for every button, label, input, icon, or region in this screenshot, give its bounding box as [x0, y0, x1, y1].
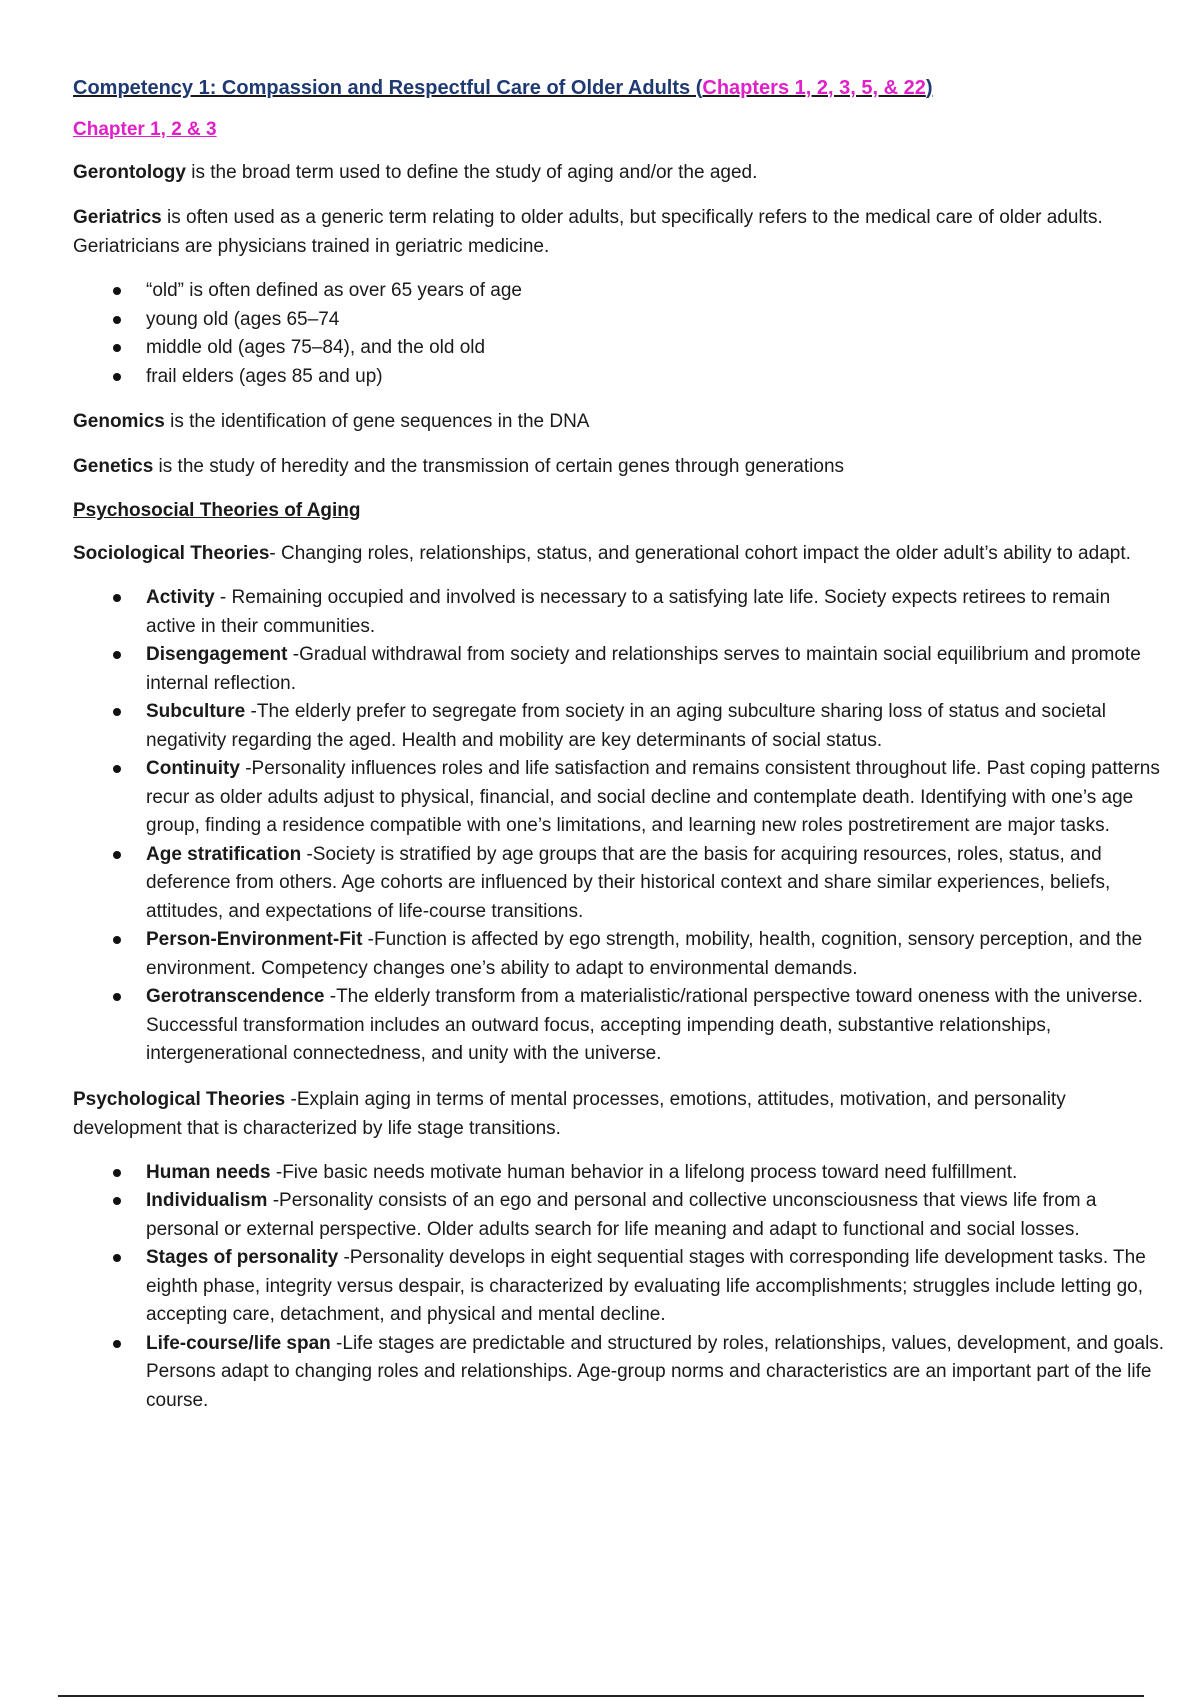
list-item — [113, 1159, 1165, 1188]
list-item — [113, 841, 1165, 927]
list-item: middle old (ages 75–84), and the old old — [113, 334, 1165, 363]
list-item — [113, 584, 1165, 641]
age-group-list — [73, 277, 1165, 391]
theory-term: Subculture — [146, 701, 246, 722]
competency-heading — [73, 74, 1165, 102]
psychological-text: -Explain aging in terms of mental processes, emotions, attitudes, motivation, and personality development that is characterized by life stage transitions. — [73, 1088, 1066, 1139]
theory-term: Stages of personality — [146, 1247, 339, 1268]
theory-term: Individualism — [146, 1190, 268, 1211]
psychological-term: Psychological Theories — [73, 1088, 286, 1110]
genetics-term: Genetics — [73, 456, 154, 477]
list-item — [113, 983, 1165, 1069]
theory-term: Activity — [146, 587, 215, 608]
genetics-text: is the study of heredity and the transmission of certain genes through generations — [153, 456, 845, 477]
psychological-theories — [73, 1085, 1165, 1143]
list-item — [113, 755, 1165, 841]
theory-term: Continuity — [146, 758, 240, 779]
theory-text: - Remaining occupied and involved is necessary to a satisfying late life. Society expects retirees to remain active in their communities. — [146, 587, 1111, 637]
theory-text: -Life stages are predictable and structured by roles, relationships, values, development, and goals. Persons adapt to changing roles and relationships. Age-group norms and characteristics are an important part of the life course. — [146, 1332, 1165, 1411]
theory-text: -Society is stratified by age groups that are the basis for acquiring resources, roles, status, and deference from others. Age cohorts are influenced by their historical context and share similar experiences, beliefs, attitudes, and expectations of life-course transitions. — [146, 843, 1111, 922]
theory-text: -Personality influences roles and life satisfaction and remains consistent throughout life. Past coping patterns recur as older adults adjust to physical, financial, and social decline and contemplate death. Identifying with one’s age group, finding a residence compatible with one’s limitations, and learning new roles postretirement are major tasks. — [146, 758, 1160, 836]
theory-text: -Gradual withdrawal from society and relationships serves to maintain social equilibrium and promote internal reflection. — [146, 644, 1141, 694]
theory-term: Disengagement — [146, 644, 288, 665]
list-item — [113, 1330, 1165, 1416]
document-page — [73, 74, 1165, 1431]
psychosocial-section-title: Psychosocial Theories of Aging — [73, 500, 361, 521]
list-item — [113, 1187, 1165, 1244]
theory-text: -Personality develops in eight sequential stages with corresponding life development tasks. The eighth phase, integrity versus despair, is characterized by evaluating life accomplishments; struggles include letting go, accepting care, detachment, and physical and mental decline. — [146, 1247, 1146, 1325]
gerontology-text: is the broad term used to define the study of aging and/or the aged. — [185, 162, 758, 183]
genomics-text: is the identification of gene sequences in the DNA — [164, 411, 590, 432]
theory-term: Human needs — [146, 1161, 271, 1183]
theory-text: -The elderly prefer to segregate from society in an aging subculture sharing loss of status and societal negativity regarding the aged. Health and mobility are key determinants of social status. — [146, 701, 1106, 751]
list-item — [113, 641, 1165, 698]
theory-term: Gerotranscendence — [146, 986, 325, 1007]
page-bottom-rule — [58, 1695, 1144, 1697]
theory-text: -Five basic needs motivate human behavior in a lifelong process toward need fulfillment. — [270, 1161, 1018, 1183]
theory-term: Person-Environment-Fit — [146, 929, 363, 950]
genomics-definition — [73, 407, 1165, 436]
chapter-label: Chapter 1, 2 & 3 — [73, 119, 217, 140]
competency-chapters: Chapters 1, 2, 3, 5, & 22 — [702, 77, 926, 99]
theory-term: Age stratification — [146, 843, 302, 865]
theory-text: -Function is affected by ego strength, mobility, health, cognition, sensory perception, and the environment. Competency changes one’s ability to adapt to environmental demands. — [146, 929, 1143, 979]
sociological-term: Sociological Theories — [73, 543, 270, 564]
sociological-theory-list — [73, 584, 1165, 1069]
sociological-theories — [73, 539, 1165, 568]
list-item: “old” is often defined as over 65 years of age — [113, 277, 1165, 306]
geriatrics-term: Geriatrics — [73, 207, 162, 228]
list-item: young old (ages 65–74 — [113, 306, 1165, 335]
psychological-theory-list — [73, 1159, 1165, 1416]
list-item — [113, 1244, 1165, 1330]
theory-text: -The elderly transform from a materialistic/rational perspective toward oneness with the universe. Successful transformation includes an outward focus, accepting impending death, substantive relationships, intergenerational connectedness, and unity with the universe. — [146, 986, 1143, 1064]
list-item — [113, 926, 1165, 983]
competency-heading-close: ) — [925, 77, 933, 99]
theory-term: Life-course/life span — [146, 1332, 331, 1354]
list-item — [113, 698, 1165, 755]
gerontology-definition — [73, 158, 1165, 187]
competency-heading-text: Competency 1: Compassion and Respectful Care of Older Adults ( — [73, 77, 703, 99]
theory-text: -Personality consists of an ego and personal and collective unconsciousness that views life from a personal or external perspective. Older adults search for life meaning and adapt to functional and social losses. — [146, 1190, 1097, 1240]
genomics-term: Genomics — [73, 411, 165, 432]
gerontology-term: Gerontology — [73, 162, 186, 183]
genetics-definition — [73, 452, 1165, 481]
geriatrics-text: is often used as a generic term relating to older adults, but specifically refers to the medical care of older adults. Geriatricians are physicians trained in geriatric medicine. — [73, 207, 1103, 257]
geriatrics-definition — [73, 203, 1165, 261]
list-item: frail elders (ages 85 and up) — [113, 363, 1165, 392]
sociological-text: - Changing roles, relationships, status, and generational cohort impact the older adult’s ability to adapt. — [269, 543, 1131, 564]
